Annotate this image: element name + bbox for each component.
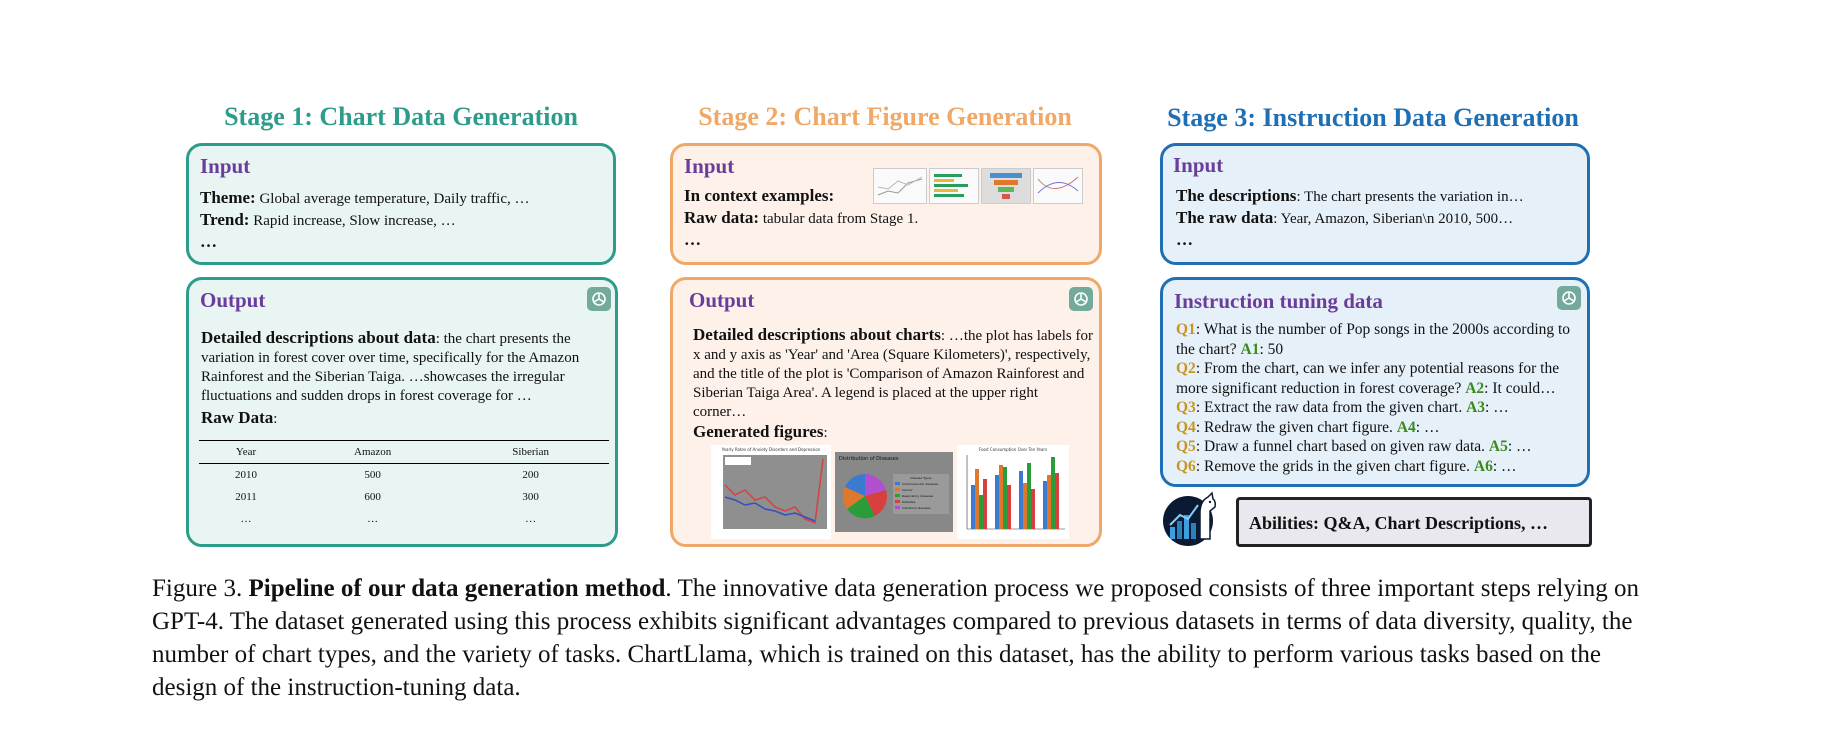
qa-item: Q3: Extract the raw data from the given chart. A3: … (1176, 399, 1509, 416)
caption-bold: Pipeline of our data generation method (248, 575, 666, 602)
caption-prefix: Figure 3. (152, 575, 249, 602)
openai-logo-icon (1069, 287, 1093, 311)
table-row (199, 486, 609, 508)
stage1-input-ellipsis: … (200, 232, 217, 251)
qa-item: Q2: From the chart, can we infer any potential reasons for the more significant reduction in forest coverage? A2: It could… (1176, 360, 1560, 397)
table-cell: 2011 (235, 491, 257, 503)
table-cell: 2010 (235, 469, 257, 481)
generated-pie-chart-thumb (835, 452, 953, 532)
table-cell: 200 (522, 469, 539, 481)
trend-text: Rapid increase, Slow increase, … (249, 213, 456, 229)
table-header: Year (235, 446, 257, 458)
table-header: Amazon (354, 446, 392, 458)
table-cell: 500 (364, 469, 381, 481)
table-cell: 600 (364, 491, 381, 503)
qa-item: Q5: Draw a funnel chart based on given raw data. A5: … (1176, 438, 1532, 455)
desc-label: Detailed descriptions about data (201, 328, 436, 347)
svg-text:Yearly Rates of Anxiety Disord: Yearly Rates of Anxiety Disorders and Depression (721, 447, 821, 452)
example-bar-chart-thumb (929, 168, 979, 204)
stage3-input-box (1160, 143, 1590, 265)
generated-bar-chart-thumb (957, 445, 1069, 539)
trend-label: Trend: (200, 210, 250, 229)
stage1-title: Stage 1: Chart Data Generation (224, 102, 578, 131)
stage1-output-header: Output (200, 288, 266, 312)
stage2-input-header: Input (684, 154, 735, 178)
stage2-title: Stage 2: Chart Figure Generation (698, 102, 1072, 131)
table-cell: … (240, 513, 252, 525)
stage1-input-header: Input (200, 154, 251, 178)
stage3-input-header: Input (1173, 153, 1224, 177)
stage2-input-box (670, 143, 1102, 265)
stage3-input-ellipsis: … (1176, 230, 1193, 249)
raw-data-table (199, 440, 609, 530)
openai-logo-icon (587, 287, 611, 311)
table-cell: … (367, 513, 379, 525)
stage2-output-box (670, 277, 1102, 547)
qa-item: Q6: Remove the grids in the given chart figure. A6: … (1176, 457, 1517, 475)
stage1-trend-line (200, 210, 456, 231)
example-line-chart-thumb (873, 168, 927, 204)
svg-text:Food Consumption Over Ten Year: Food Consumption Over Ten Years (978, 447, 1048, 452)
stage3-desc-line: The descriptions: The chart presents the variation in… (1176, 186, 1524, 205)
table-row (199, 464, 609, 487)
stage2-raw-line: Raw data: tabular data from Stage 1. (684, 208, 919, 227)
example-funnel-chart-thumb (981, 168, 1031, 204)
svg-text:Disease Types: Disease Types (910, 476, 932, 480)
theme-label: Theme: (200, 188, 256, 207)
abilities-text: Abilities: Q&A, Chart Descriptions, … (1249, 513, 1548, 533)
svg-text:Diabetes: Diabetes (902, 500, 916, 504)
generated-line-chart-thumb (711, 445, 831, 539)
table-cell: 300 (522, 491, 539, 503)
svg-text:Respiratory diseases: Respiratory diseases (902, 494, 934, 498)
qa-item: Q1: What is the number of Pop songs in the 2000s according to the chart? A1: 50 (1176, 321, 1571, 358)
example-curve-chart-thumb (1033, 168, 1083, 204)
stage3-title: Stage 3: Instruction Data Generation (1167, 103, 1579, 132)
qa-item: Q4: Redraw the given chart figure. A4: … (1176, 418, 1440, 436)
svg-text:Cancer: Cancer (902, 488, 913, 492)
stage2-figs-label: Generated figures: (693, 422, 828, 441)
table-header: Siberian (512, 446, 549, 458)
stage3-qa-list (1176, 320, 1586, 476)
svg-text:Infectious diseases: Infectious diseases (902, 506, 931, 510)
table-cell: … (525, 513, 537, 525)
stage3-output-box (1160, 277, 1590, 487)
stage2-output-header: Output (689, 288, 755, 312)
stage2-input-ellipsis: … (684, 230, 701, 249)
stage1-output-box (186, 277, 618, 547)
stage1-raw-label: Raw Data: (201, 408, 278, 427)
stage3-output-header: Instruction tuning data (1174, 289, 1383, 313)
openai-logo-icon (1557, 286, 1581, 310)
figure-caption (152, 572, 1662, 704)
abilities-box (1236, 497, 1592, 547)
stage1-theme-line (200, 188, 529, 209)
caption-rest: . The innovative data generation process we proposed consists of three important steps relying on GPT-4. The dataset generated using this process exhibits significant advantages compared to previous datasets in terms of data diversity, quality, the number of chart types, and the variety of tasks. ChartLlama, which is trained on this dataset, has the ability to perform various tasks based on the design of the instruction-tuning data. (152, 575, 1640, 701)
svg-text:Distribution of Diseases: Distribution of Diseases (839, 456, 899, 462)
theme-text: Global average temperature, Daily traffic, … (255, 191, 530, 207)
stage3-raw-line: The raw data: Year, Amazon, Siberian\n 2010, 500… (1176, 208, 1514, 227)
stage1-input-box (186, 143, 616, 265)
stage2-output-desc: Detailed descriptions about charts: …the plot has labels for x and y axis as 'Year' and 'Area (Square Kilometers)', respectively, and the title of the plot is 'Comparison of Amazon Rainforest and Siberian Taiga Area'. A legend is placed at the upper right corner… (693, 325, 1093, 420)
svg-text:Cardiovascular diseases: Cardiovascular diseases (902, 482, 939, 486)
desc-text: : the chart presents the variation in forest cover over time, specifically for the Amazon Rainforest and the Siberian Taiga. …showcases the irregular fluctuations and sudden drops in forest coverage for … (201, 331, 580, 404)
table-row (199, 508, 609, 530)
chartllama-logo-icon (1160, 491, 1220, 547)
stage1-output-desc (201, 328, 606, 406)
stage2-context-line: In context examples: (684, 186, 835, 205)
